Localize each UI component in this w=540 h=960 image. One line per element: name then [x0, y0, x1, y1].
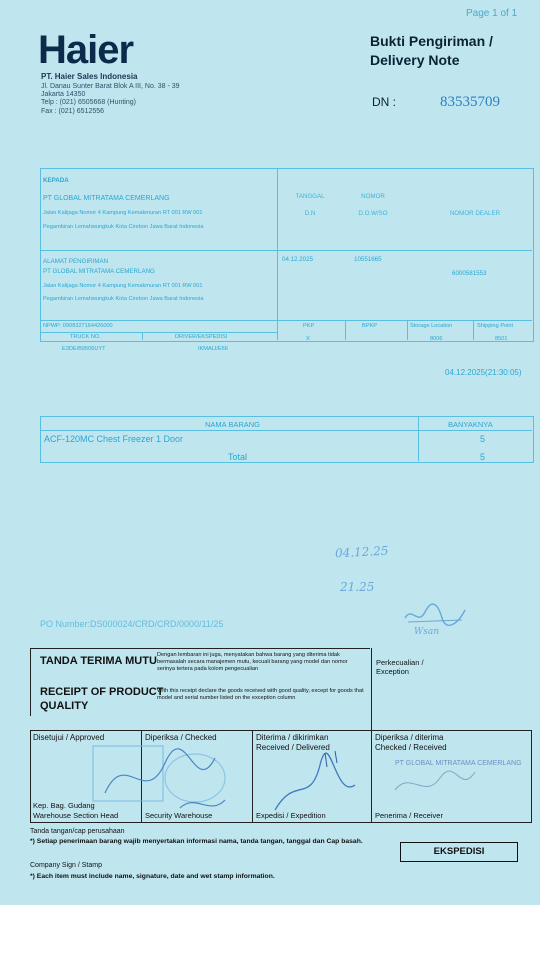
receipt-text-id: Dengan lembaran ini juga, menyatakan bahwa barang yang diterima tidak bermasalah secara manajemen mutu, kecuali barang yang model dan nomor serinya tertera pada kolom pengecualian — [157, 652, 348, 672]
tanggal-value: 04.12.2025 — [282, 256, 313, 263]
sig-delivered-title: Diterima / dikirimkan — [256, 733, 329, 742]
telephone: Telp : (021) 6505668 (Hunting) — [41, 99, 136, 107]
signature-left-line — [30, 730, 31, 822]
pkp-value: X — [306, 336, 310, 342]
company-name: PT. Haier Sales Indonesia — [41, 72, 138, 81]
truck-header: TRUCK NO. — [70, 334, 101, 340]
divider — [277, 168, 278, 340]
items-qty-header: BANYAKNYA — [448, 420, 493, 429]
stamp-and-signatures — [85, 738, 255, 820]
pengiriman-address-2: Pegambiran Lemahwungkuk Kota Cirebon Jawa Barat Indonesia — [43, 296, 204, 302]
po-number: PO Number:DS000024/CRD/CRD/0000/11/25 — [40, 619, 224, 629]
sig-approved-footer-2: Warehouse Section Head — [33, 811, 119, 820]
print-timestamp: 04.12.2025(21:30:05) — [445, 368, 522, 377]
receipt-text-en: With this receipt declare the goods received with good quality, except for goods that model and serial number listed on the exception column — [157, 688, 364, 701]
kepada-label: KEPADA — [43, 177, 69, 184]
nomor-dealer-header: NOMOR DEALER — [449, 210, 501, 217]
signature-divider — [371, 730, 372, 822]
item-name: ACF-120MC Chest Freezer 1 Door — [44, 434, 184, 444]
divider — [345, 320, 346, 340]
kepada-name: PT GLOBAL MITRATAMA CEMERLANG — [43, 195, 170, 202]
dealer-value: 6000581553 — [452, 270, 487, 277]
handwritten-date: 04.12.25 — [334, 543, 389, 561]
footer-sig-label: Tanda tangan/cap perusahaan — [30, 828, 125, 835]
sig-checked-footer: Security Warehouse — [145, 811, 213, 820]
shipping-header: Shipping Point — [477, 323, 514, 329]
receipt-title-en-1: RECEIPT OF PRODUCT — [40, 686, 164, 698]
footer-company-stamp: Company Sign / Stamp — [30, 862, 102, 869]
footer-note-en: *) Each item must include name, signature, date and wet stamp information. — [30, 873, 275, 880]
sig-approved-title: Disetujui / Approved — [33, 733, 105, 742]
nomor-header: NOMOR — [361, 193, 385, 200]
document-title — [370, 32, 493, 70]
page-number: Page 1 of 1 — [466, 8, 518, 19]
title-indonesian: Bukti Pengiriman / — [370, 33, 493, 49]
signature-right-line — [531, 730, 532, 822]
pengiriman-name: PT GLOBAL MITRATAMA CEMERLANG — [43, 268, 155, 275]
tanggal-sub: D.N — [304, 210, 316, 217]
item-qty: 5 — [480, 434, 486, 444]
signature-bottom-line — [30, 822, 532, 823]
sig-received-title-2: Checked / Received — [375, 743, 447, 752]
exception-label: Perkecualian / Exception — [376, 658, 424, 676]
kepada-address-1: Jalan Kalijaga Nomor 4 Kampung Kemakmuran RT 001 RW 001 — [43, 210, 203, 216]
shipping-value: 8501 — [495, 336, 508, 342]
receiver-signature — [380, 750, 520, 810]
sig-approved-footer-1: Kep. Bag. Gudang — [33, 801, 95, 810]
exception-divider — [371, 648, 372, 730]
total-qty: 5 — [480, 452, 486, 462]
kepada-address-2: Pegambiran Lemahwungkuk Kota Cirebon Jawa Barat Indonesia — [43, 224, 204, 230]
receipt-title-id: TANDA TERIMA MUTU — [40, 655, 157, 667]
signature-top-line — [30, 730, 532, 731]
tanggal-header: TANGGAL — [295, 193, 325, 200]
bpkp-header: BPKP — [362, 323, 377, 329]
sig-delivered-title-2: Received / Delivered — [256, 743, 330, 752]
npwp: NPWP: 0908327164426000 — [43, 323, 113, 329]
divider — [40, 430, 532, 431]
divider — [418, 416, 419, 461]
sig-received-title: Diperiksa / diterima — [375, 733, 444, 742]
pkp-header: PKP — [303, 323, 315, 329]
expedition-signature — [265, 745, 365, 820]
items-name-header: NAMA BARANG — [205, 420, 261, 429]
receiver-stamp-text: PT GLOBAL MITRATAMA CEMERLANG — [395, 760, 522, 767]
nomor-sub: D.O.W/SO — [358, 210, 388, 217]
fax: Fax : (021) 6512556 — [41, 107, 105, 115]
sig-received-footer: Penerima / Receiver — [375, 811, 443, 820]
handwritten-name: Wsan — [414, 627, 440, 637]
storage-value: 8006 — [430, 336, 443, 342]
sig-checked-title: Diperiksa / Checked — [145, 733, 217, 742]
receipt-title-en-2: QUALITY — [40, 700, 89, 712]
haier-logo: Haier — [38, 28, 134, 72]
total-label: Total — [228, 452, 248, 462]
divider — [40, 332, 277, 333]
receipt-left-line — [30, 648, 31, 716]
receipt-top-line — [30, 648, 370, 649]
dn-label: DN : — [372, 95, 396, 109]
company-address — [41, 83, 180, 116]
title-english: Delivery Note — [370, 52, 460, 68]
divider — [407, 320, 408, 340]
address-line: Jakarta 14350 — [41, 91, 86, 99]
handwritten-time: 21.25 — [340, 580, 375, 594]
footer-note-id: *) Setiap penerimaan barang wajib menyertakan informasi nama, tanda tangan, tanggal dan Cap basah. — [30, 838, 363, 845]
divider — [40, 250, 532, 251]
dn-number: 83535709 — [440, 94, 500, 110]
nomor-value: 10551665 — [354, 256, 382, 263]
sig-delivered-footer: Expedisi / Expedition — [256, 811, 326, 820]
driver-header: DRIVER/EKSPEDISI — [175, 334, 228, 340]
address-line: Jl. Danau Sunter Barat Blok A III, No. 38 - 39 — [41, 83, 180, 90]
truck-value: E3DE/B9506UYT — [62, 346, 106, 352]
pengiriman-label: ALAMAT PENGIRIMAN — [43, 258, 109, 265]
pengiriman-address-1: Jalan Kalijaga Nomor 4 Kampung Kemakmuran RT 001 RW 001 — [43, 283, 203, 289]
divider — [40, 320, 532, 321]
divider — [473, 320, 474, 340]
driver-value: IKMALI/E66 — [198, 346, 228, 352]
divider — [142, 332, 143, 340]
ekspedisi-box: EKSPEDISI — [400, 842, 518, 862]
storage-header: Storage Location — [410, 323, 453, 329]
